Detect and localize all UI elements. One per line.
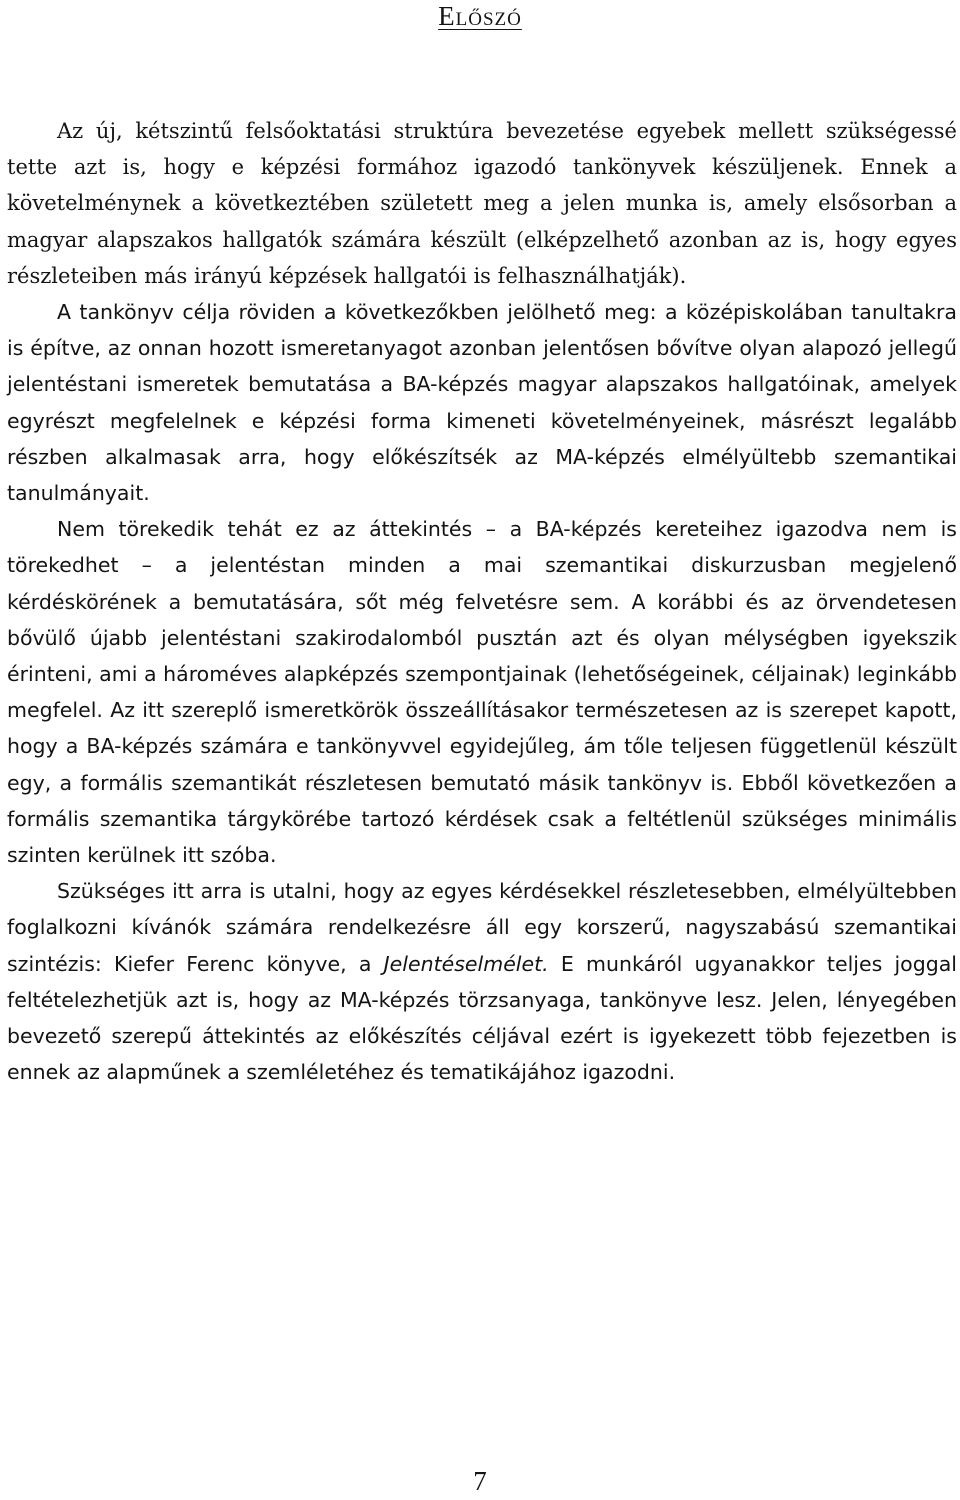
heading-text: Előszó <box>438 1 522 31</box>
body-text <box>7 113 957 1090</box>
page-heading <box>0 0 960 32</box>
paragraph-4 <box>7 873 957 1090</box>
paragraph-4-text-after: E munkáról ugyanakkor teljes joggal feltételezhetjük azt is, hogy az MA-képzés törzsanyaga, tankönyve lesz. Jelen, lényegében bevezető szerepű áttekintés az előkészítés céljával ezért is igyekezett több fejezetben is ennek az alapműnek a szemléletéhez és tematikájához igazodni. <box>7 951 957 1085</box>
paragraph-3: Nem törekedik tehát ez az áttekintés – a BA-képzés kereteihez igazodva nem is törekedhet – a jelentéstan minden a mai szemantikai diskurzusban megjelenő kérdéskörének a bemutatására, sőt még felvetésre sem. A korábbi és az örvendetesen bővülő újabb jelentéstani szakirodalomból pusztán azt és olyan mélységben igyekszik érinteni, ami a hároméves alapképzés szempontjainak (lehetőségeinek, céljainak) leginkább megfelel. Az itt szereplő ismeretkörök összeállításakor természetesen az is szerepet kapott, hogy a BA-képzés számára e tankönyvvel egyidejűleg, ám tőle teljesen függetlenül készült egy, a formális szemantikát részletesen bemutató másik tankönyv is. Ebből következően a formális szemantika tárgykörébe tartozó kérdések csak a feltétlenül szükséges minimális szinten kerülnek itt szóba. <box>7 517 957 868</box>
paragraph-2: A tankönyv célja röviden a következőkben jelölhető meg: a középiskolában tanultakra is építve, az onnan hozott ismeretanyagot azonban jelentősen bővítve olyan alapozó jellegű jelentéstani ismeretek bemutatása a BA-képzés magyar alapszakos hallgatóinak, amelyek egyrészt megfelelnek e képzési forma kimeneti követelményeinek, másrészt legalább részben alkalmasak arra, hogy előkészítsék az MA-képzés elmélyültebb szemantikai tanulmányait. <box>7 300 957 506</box>
paragraph-1: Az új, kétszintű felsőoktatási struktúra bevezetése egyebek mellett szükségessé tette azt is, hogy e képzési formához igazodó tankönyvek készüljenek. Ennek a követelménynek a következtében született meg a jelen munka is, amely elsősorban a magyar alapszakos hallgatók számára készült (elképzelhető azonban az is, hogy egyes részleteiben más irányú képzések hallgatói is felhasználhatják). <box>7 119 957 288</box>
book-title: Jelentéselmélet. <box>383 951 549 976</box>
page-number: 7 <box>473 1466 487 1496</box>
paragraph-4-text-before: Szükséges itt arra is utalni, hogy az egyes kérdésekkel részletesebben, elmélyültebben foglalkozni kívánók számára rendelkezésre áll egy korszerű, nagyszabású szemantikai szintézis: Kiefer Ferenc könyve, a <box>7 879 957 976</box>
